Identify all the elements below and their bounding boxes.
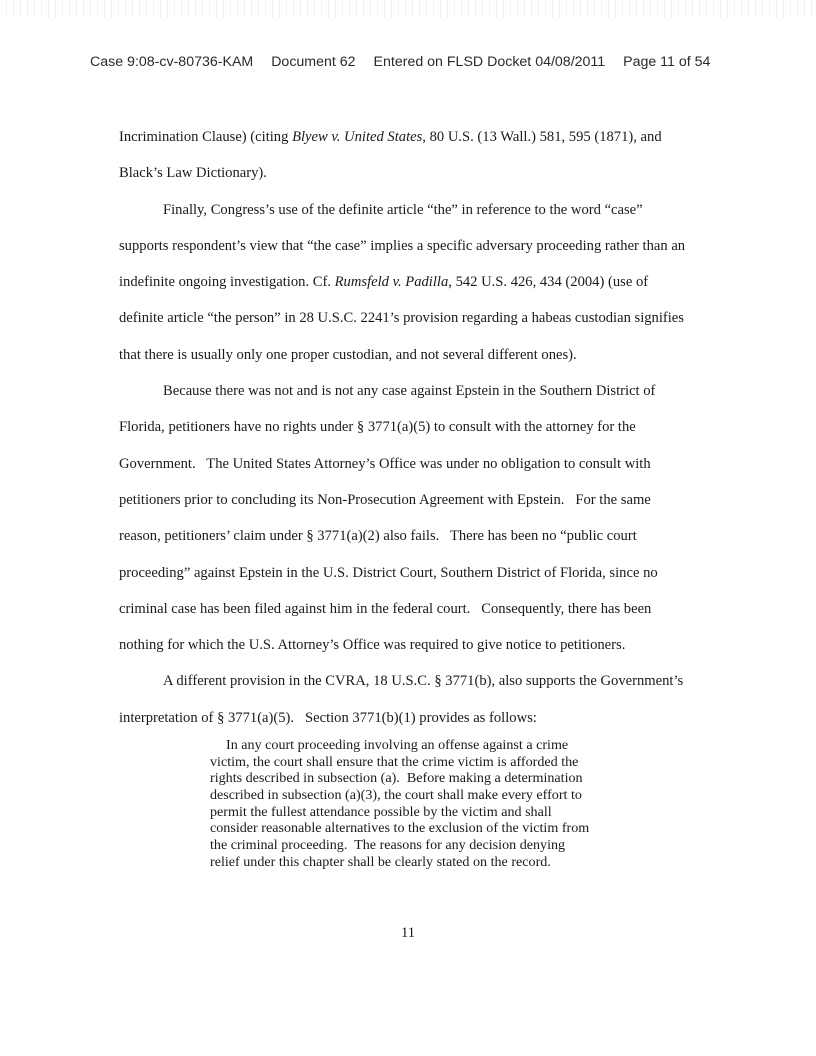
docket-header [90, 54, 750, 70]
docket-entry-date: Entered on FLSD Docket 04/08/2011 [373, 54, 606, 70]
text-line: Florida, petitioners have no rights under § 3771(a)(5) to consult with the attorney for the [119, 419, 636, 436]
quote-line: victim, the court shall ensure that the crime victim is afforded the [210, 753, 579, 770]
paragraph-start: Because there was not and is not any case against Epstein in the Southern District of [163, 383, 656, 400]
document-number: Document 62 [271, 54, 356, 70]
block-quote [210, 737, 630, 871]
quote-line: rights described in subsection (a). Before making a determination [210, 770, 583, 787]
text-line: Incrimination Clause) (citing Blyew v. United States, 80 U.S. (13 Wall.) 581, 595 (1871), and [119, 129, 662, 145]
case-citation: Rumsfeld v. Padilla [334, 274, 449, 291]
quote-line: consider reasonable alternatives to the exclusion of the victim from [210, 820, 590, 837]
text-line: nothing for which the U.S. Attorney’s Office was required to give notice to petitioners. [119, 637, 626, 654]
text-line: indefinite ongoing investigation. Cf. Rumsfeld v. Padilla, 542 U.S. 426, 434 (2004) (use of [119, 274, 649, 291]
text-line: Government. The United States Attorney’s Office was under no obligation to consult with [119, 455, 651, 472]
quote-line: In any court proceeding involving an offense against a crime [226, 737, 569, 753]
case-number: Case 9:08-cv-80736-KAM [90, 54, 254, 70]
text-line: supports respondent’s view that “the case” implies a specific adversary proceeding rather than an [119, 237, 686, 254]
quote-line: permit the fullest attendance possible by the victim and shall [210, 803, 552, 820]
scan-artifact-strip [0, 0, 816, 18]
text-line: interpretation of § 3771(a)(5). Section 3771(b)(1) provides as follows: [119, 709, 537, 726]
paragraph-start: A different provision in the CVRA, 18 U.S.C. § 3771(b), also supports the Government’s [163, 673, 684, 690]
body-text [119, 119, 709, 736]
text-line: definite article “the person” in 28 U.S.C. 2241’s provision regarding a habeas custodian signifies [119, 310, 684, 327]
text-line: proceeding” against Epstein in the U.S. District Court, Southern District of Florida, since no [119, 564, 658, 581]
text-line: petitioners prior to concluding its Non-Prosecution Agreement with Epstein. For the same [119, 491, 651, 508]
text-line: that there is usually only one proper custodian, and not several different ones). [119, 346, 577, 363]
paragraph-start: Finally, Congress’s use of the definite article “the” in reference to the word “case” [163, 201, 643, 218]
page-of-total: Page 11 of 54 [623, 54, 711, 70]
text-line: reason, petitioners’ claim under § 3771(a)(2) also fails. There has been no “public court [119, 528, 637, 545]
case-citation: Blyew v. United States [292, 129, 423, 145]
text-line: Black’s Law Dictionary). [119, 165, 267, 182]
quote-line: relief under this chapter shall be clearly stated on the record. [210, 853, 551, 870]
quote-line: described in subsection (a)(3), the court shall make every effort to [210, 787, 582, 804]
page-number: 11 [400, 925, 416, 941]
text-line: criminal case has been filed against him in the federal court. Consequently, there has been [119, 600, 652, 617]
quote-line: the criminal proceeding. The reasons for any decision denying [210, 837, 566, 854]
